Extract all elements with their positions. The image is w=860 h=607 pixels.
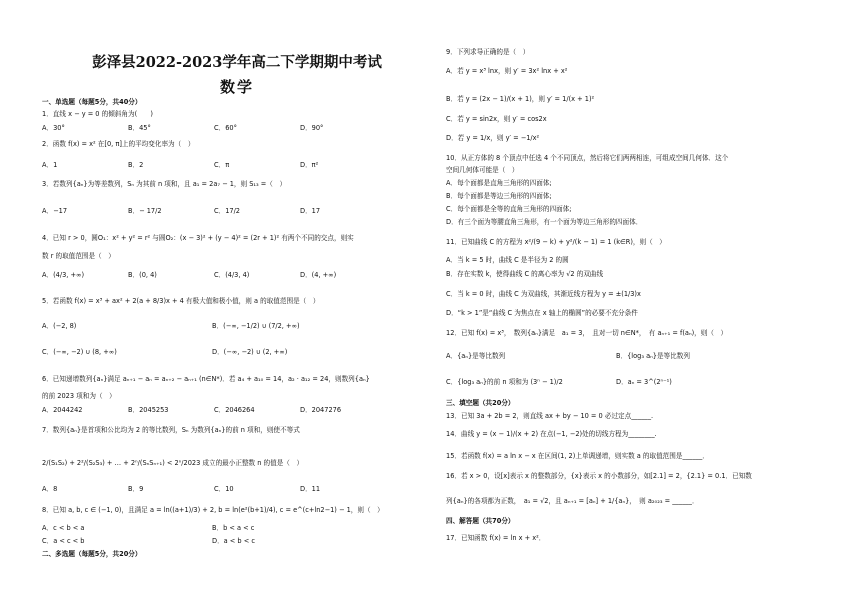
q8-option-d: D．a < b < c xyxy=(212,537,255,545)
q6-option-c: C．2046264 xyxy=(214,406,255,414)
q4-option-c: C．(4/3, 4) xyxy=(214,271,250,279)
section-fill-in: 三、填空题（共20分） xyxy=(446,399,515,407)
exam-subject: 数学 xyxy=(219,78,254,96)
q8-option-a: A．c < b < a xyxy=(42,524,85,532)
q2-option-a: A．1 xyxy=(42,161,58,169)
question-2-options xyxy=(42,161,386,169)
q8-option-b: B．b < a < c xyxy=(212,524,255,532)
q3-option-b: B．− 17/2 xyxy=(128,207,162,215)
q3-option-c: C．17/2 xyxy=(214,207,241,215)
q7-option-a: A．8 xyxy=(42,485,58,493)
q2-option-b: B．2 xyxy=(128,161,144,169)
q7-option-b: B．9 xyxy=(128,485,144,493)
question-12-options-row-2 xyxy=(446,378,786,386)
q5-option-a: A．(−2, 8) xyxy=(42,322,77,330)
question-3-options xyxy=(42,207,386,215)
question-15: 15．若函数 f(x) = a ln x − x 在区间(1, 2)上单调递增，则实数 a 的取值范围是______． xyxy=(446,452,709,460)
q7-option-c: C．10 xyxy=(214,485,234,493)
question-8-options-row-2 xyxy=(42,537,382,545)
q3-option-d: D．17 xyxy=(300,207,321,215)
question-11: 11．已知曲线 C 的方程为 x²/(9 − k) + y²/(k − 1) = 1 (k∈R)，则（ ） xyxy=(446,238,666,246)
q11-option-d: D．“k > 1”是“曲线 C 为焦点在 x 轴上的椭圆”的必要不充分条件 xyxy=(446,309,638,317)
question-4-line-2: 数 r 的取值范围是（ ） xyxy=(42,252,115,260)
q4-option-b: B．(0, 4) xyxy=(128,271,157,279)
q11-option-c: C．当 k = 0 时，曲线 C 为双曲线，其渐近线方程为 y = ±(1/3)x xyxy=(446,290,641,298)
question-13: 13．已知 3a + 2b = 2，则直线 ax + by − 10 = 0 必过定点______. xyxy=(446,412,654,420)
q10-option-d: D．有三个面为等腰直角三角形，有一个面为等边三角形的四面体． xyxy=(446,218,643,226)
question-9: 9．下列求导正确的是（ ） xyxy=(446,48,530,56)
q11-option-a: A．当 k = 5 时，曲线 C 是半径为 2 的圆 xyxy=(446,256,569,264)
question-8: 8．已知 a, b, c ∈ (−1, 0)，且满足 a = ln((a+1)/3) + 2, b = ln(e²(b+1)/4), c = e^(c+ln2−1) − 1，则（ ） xyxy=(42,506,384,514)
q8-option-c: C．a < c < b xyxy=(42,537,85,545)
question-12-options-row-1 xyxy=(446,352,786,360)
q10-option-b: B．每个面都是等边三角形的四面体; xyxy=(446,192,552,200)
question-7-line-2: 2/(S₁S₂) + 2²/(S₂S₃) + … + 2ⁿ/(SₙSₙ₊₁) < 2ⁿ/2023 成立的最小正整数 n 的值是（ ） xyxy=(42,459,304,467)
q1-option-c: C．60° xyxy=(214,124,237,132)
q2-option-d: D．π² xyxy=(300,161,319,169)
question-5-options-row-2 xyxy=(42,348,382,356)
section-single-choice: 一、单选题（每题5分，共40分） xyxy=(42,98,142,106)
question-6-line-2: 的前 2023 项和为（ ） xyxy=(42,392,116,400)
q2-option-c: C．π xyxy=(214,161,230,169)
question-4-line-1: 4．已知 r > 0，圆O₁：x² + y² = r² 与圆O₂：(x − 3)² + (y − 4)² = (2r + 1)² 有两个不同的交点，则实 xyxy=(42,234,354,242)
q12-option-d: D．aₙ = 3^(2ⁿ⁻¹) xyxy=(616,378,672,386)
q9-option-c: C．若 y = sin2x，则 y′ = cos2x xyxy=(446,115,547,123)
q4-option-a: A．(4/3, +∞) xyxy=(42,271,85,279)
exam-title: 彭泽县2022-2023学年高二下学期期中考试 xyxy=(92,54,382,71)
question-12: 12．已知 f(x) = x³， 数列{aₙ}满足 a₁ = 3， 且对一切 n∈N*， 有 aₙ₊₁ = f(aₙ)，则（ ） xyxy=(446,329,728,337)
question-17: 17．已知函数 f(x) = ln x + x²． xyxy=(446,534,546,542)
question-14: 14．曲线 y = (x − 1)/(x + 2) 在点(−1, −2)处的切线方程为________. xyxy=(446,430,657,438)
q6-option-b: B．2045253 xyxy=(128,406,169,414)
q1-option-a: A．30° xyxy=(42,124,65,132)
q1-option-b: B．45° xyxy=(128,124,151,132)
question-5-options-row-1 xyxy=(42,322,382,330)
question-1: 1．直线 x − y = 0 的倾斜角为( ) xyxy=(42,110,153,118)
q9-option-d: D．若 y = 1/x，则 y′ = −1/x² xyxy=(446,134,540,142)
q5-option-d: D．(−∞, −2) ∪ (2, +∞) xyxy=(212,348,288,356)
q5-option-b: B．(−∞, −1/2) ∪ (7/2, +∞) xyxy=(212,322,300,330)
question-16-line-1: 16．若 x > 0，设[x]表示 x 的整数部分，{x}表示 x 的小数部分，如[2.1] = 2，{2.1} = 0.1．已知数 xyxy=(446,472,752,480)
q5-option-c: C．(−∞, −2) ∪ (8, +∞) xyxy=(42,348,117,356)
question-6-line-1: 6．已知递增数列{aₙ}满足 aₙ₊₁ − aₙ = aₙ₊₂ − aₙ₊₁ (n∈N*)．若 a₄ + a₁₀ = 14，a₂ · a₁₂ = 24，则数列{aₙ} xyxy=(42,375,370,383)
q3-option-a: A．−17 xyxy=(42,207,68,215)
question-4-options xyxy=(42,271,386,279)
q10-option-a: A．每个面都是直角三角形的四面体; xyxy=(446,179,552,187)
question-7-line-1: 7．数列{aₙ}是首项和公比均为 2 的等比数列，Sₙ 为数列{aₙ}的前 n 项和，则使不等式 xyxy=(42,426,300,434)
question-3: 3．若数列{aₙ}为等差数列，Sₙ 为其前 n 项和，且 a₁ = 2a₇ − 1，则 S₁₃ =（ ） xyxy=(42,180,287,188)
question-2: 2．函数 f(x) = x² 在[0, π]上的平均变化率为（ ） xyxy=(42,140,195,148)
q6-option-a: A．2044242 xyxy=(42,406,83,414)
question-6-options xyxy=(42,406,386,414)
question-1-options xyxy=(42,124,386,132)
q6-option-d: D．2047276 xyxy=(300,406,342,414)
question-5: 5．若函数 f(x) = x³ + ax² + 2(a + 8/3)x + 4 有极大值和极小值，则 a 的取值范围是（ ） xyxy=(42,297,320,305)
q12-option-a: A．{aₙ}是等比数列 xyxy=(446,352,506,360)
q11-option-b: B．存在实数 k，使得曲线 C 的离心率为 √2 的双曲线 xyxy=(446,270,604,278)
question-10-line-1: 10．从正方体的 8 个顶点中任选 4 个不同顶点，然后将它们两两相连，可组成空间几何体．这个 xyxy=(446,154,729,162)
q4-option-d: D．(4, +∞) xyxy=(300,271,337,279)
q12-option-b: B．{log₃ aₙ}是等比数列 xyxy=(616,352,690,360)
question-7-options xyxy=(42,485,386,493)
question-16-line-2: 列{aₙ}的各项都为正数， a₁ = √2，且 aₙ₊₁ = [aₙ] + 1/{aₙ}， 则 a₂₀₂₃ = ______． xyxy=(446,497,699,505)
q10-option-c: C．每个面都是全等的直角三角形的四面体; xyxy=(446,205,572,213)
q9-option-b: B．若 y = (2x − 1)/(x + 1)，则 y′ = 1/(x + 1)² xyxy=(446,95,595,103)
q7-option-d: D．11 xyxy=(300,485,321,493)
q12-option-c: C．{log₃ aₙ}的前 n 项和为 (3ⁿ − 1)/2 xyxy=(446,378,563,386)
section-solutions: 四、解答题（共70分） xyxy=(446,517,515,525)
question-8-options-row-1 xyxy=(42,524,382,532)
q9-option-a: A．若 y = x³ lnx，则 y′ = 3x² lnx + x² xyxy=(446,67,568,75)
question-10-line-2: 空间几何体可能是（ ） xyxy=(446,166,519,174)
q1-option-d: D．90° xyxy=(300,124,324,132)
section-multiple-choice: 二、多选题（每题5分，共20分） xyxy=(42,550,142,558)
